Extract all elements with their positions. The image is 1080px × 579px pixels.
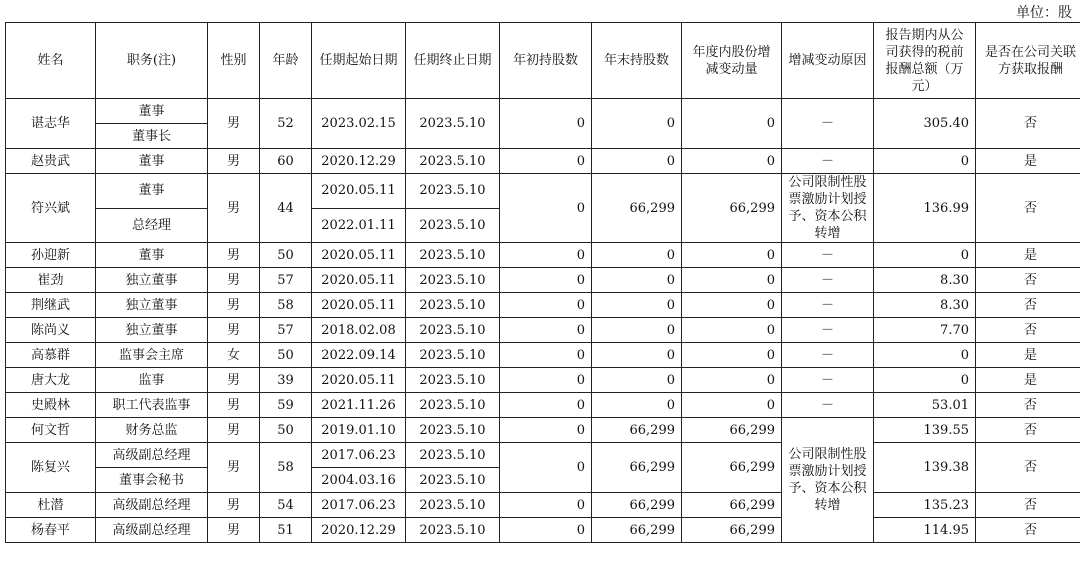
cell-pay: 135.23 xyxy=(874,493,976,518)
cell-pay: 7.70 xyxy=(874,318,976,343)
cell-term-start: 2020.05.11 xyxy=(312,174,406,209)
table-row xyxy=(6,418,1080,443)
cell-shares-change: 66,299 xyxy=(682,418,782,443)
table-row xyxy=(6,99,1080,124)
cell-related-pay: 否 xyxy=(976,318,1080,343)
cell-term-start: 2020.05.11 xyxy=(312,293,406,318)
cell-change-reason: － xyxy=(782,243,874,268)
table-row xyxy=(6,293,1080,318)
cell-pay: 136.99 xyxy=(874,174,976,243)
cell-gender: 男 xyxy=(208,493,260,518)
cell-shares-change: 66,299 xyxy=(682,518,782,543)
cell-term-end: 2023.5.10 xyxy=(406,99,500,149)
cell-name: 唐大龙 xyxy=(6,368,96,393)
cell-shares-end: 0 xyxy=(592,368,682,393)
cell-shares-change: 66,299 xyxy=(682,443,782,493)
cell-role: 独立董事 xyxy=(96,293,208,318)
cell-name: 荆继武 xyxy=(6,293,96,318)
cell-related-pay: 否 xyxy=(976,99,1080,149)
cell-gender: 男 xyxy=(208,368,260,393)
cell-pay: 0 xyxy=(874,368,976,393)
cell-pay: 305.40 xyxy=(874,99,976,149)
cell-related-pay: 否 xyxy=(976,268,1080,293)
cell-pay: 0 xyxy=(874,149,976,174)
cell-name: 赵贵武 xyxy=(6,149,96,174)
cell-shares-begin: 0 xyxy=(500,318,592,343)
executive-shareholding-table xyxy=(5,22,1080,543)
cell-shares-begin: 0 xyxy=(500,293,592,318)
cell-term-end: 2023.5.10 xyxy=(406,243,500,268)
cell-change-reason: － xyxy=(782,368,874,393)
cell-shares-begin: 0 xyxy=(500,393,592,418)
cell-gender: 男 xyxy=(208,99,260,149)
table-row xyxy=(6,318,1080,343)
cell-pay: 114.95 xyxy=(874,518,976,543)
table-row xyxy=(6,368,1080,393)
cell-change-reason: － xyxy=(782,393,874,418)
cell-term-start: 2021.11.26 xyxy=(312,393,406,418)
cell-role: 董事 xyxy=(96,149,208,174)
cell-role: 高级副总经理 xyxy=(96,443,208,468)
table-row xyxy=(6,393,1080,418)
cell-age: 39 xyxy=(260,368,312,393)
cell-shares-begin: 0 xyxy=(500,174,592,243)
cell-change-reason: － xyxy=(782,99,874,149)
cell-related-pay: 否 xyxy=(976,443,1080,493)
cell-change-reason: － xyxy=(782,318,874,343)
cell-name: 谌志华 xyxy=(6,99,96,149)
table-row xyxy=(6,243,1080,268)
cell-shares-end: 66,299 xyxy=(592,418,682,443)
cell-shares-end: 0 xyxy=(592,393,682,418)
cell-term-end: 2023.5.10 xyxy=(406,208,500,243)
cell-pay: 8.30 xyxy=(874,293,976,318)
table-row xyxy=(6,443,1080,468)
cell-term-start: 2022.01.11 xyxy=(312,208,406,243)
cell-shares-end: 0 xyxy=(592,268,682,293)
cell-age: 50 xyxy=(260,418,312,443)
cell-name: 陈复兴 xyxy=(6,443,96,493)
cell-age: 58 xyxy=(260,293,312,318)
cell-shares-end: 66,299 xyxy=(592,443,682,493)
unit-label: 单位：股 xyxy=(1016,5,1072,21)
cell-name: 何文哲 xyxy=(6,418,96,443)
cell-term-start: 2004.03.16 xyxy=(312,468,406,493)
cell-term-start: 2020.05.11 xyxy=(312,268,406,293)
cell-shares-change: 0 xyxy=(682,368,782,393)
cell-gender: 男 xyxy=(208,243,260,268)
cell-related-pay: 否 xyxy=(976,418,1080,443)
cell-gender: 男 xyxy=(208,318,260,343)
table-row xyxy=(6,493,1080,518)
cell-shares-begin: 0 xyxy=(500,268,592,293)
cell-age: 44 xyxy=(260,174,312,243)
cell-name: 符兴斌 xyxy=(6,174,96,243)
cell-pay: 0 xyxy=(874,243,976,268)
cell-related-pay: 否 xyxy=(976,293,1080,318)
cell-shares-change: 0 xyxy=(682,243,782,268)
cell-name: 崔劲 xyxy=(6,268,96,293)
header-pay: 报告期内从公司获得的税前报酬总额（万元） xyxy=(874,23,976,99)
cell-term-end: 2023.5.10 xyxy=(406,468,500,493)
cell-term-end: 2023.5.10 xyxy=(406,393,500,418)
cell-shares-change: 0 xyxy=(682,268,782,293)
cell-gender: 男 xyxy=(208,518,260,543)
cell-age: 50 xyxy=(260,343,312,368)
cell-shares-end: 0 xyxy=(592,99,682,149)
cell-role: 监事 xyxy=(96,368,208,393)
cell-term-start: 2020.05.11 xyxy=(312,368,406,393)
cell-shares-change: 0 xyxy=(682,99,782,149)
cell-name: 杜潜 xyxy=(6,493,96,518)
cell-role: 财务总监 xyxy=(96,418,208,443)
cell-term-end: 2023.5.10 xyxy=(406,493,500,518)
cell-role: 独立董事 xyxy=(96,268,208,293)
cell-related-pay: 否 xyxy=(976,518,1080,543)
header-related-pay: 是否在公司关联方获取报酬 xyxy=(976,23,1080,99)
header-term-start: 任期起始日期 xyxy=(312,23,406,99)
cell-role: 董事 xyxy=(96,174,208,209)
cell-age: 50 xyxy=(260,243,312,268)
cell-pay: 0 xyxy=(874,343,976,368)
cell-shares-change: 0 xyxy=(682,149,782,174)
cell-shares-change: 66,299 xyxy=(682,174,782,243)
cell-term-start: 2020.05.11 xyxy=(312,243,406,268)
cell-role: 董事长 xyxy=(96,124,208,149)
cell-term-start: 2020.12.29 xyxy=(312,149,406,174)
cell-age: 57 xyxy=(260,318,312,343)
cell-gender: 女 xyxy=(208,343,260,368)
header-shares-begin: 年初持股数 xyxy=(500,23,592,99)
cell-change-reason: － xyxy=(782,343,874,368)
cell-shares-end: 0 xyxy=(592,343,682,368)
cell-role: 高级副总经理 xyxy=(96,493,208,518)
cell-gender: 男 xyxy=(208,174,260,243)
cell-term-end: 2023.5.10 xyxy=(406,518,500,543)
header-term-end: 任期终止日期 xyxy=(406,23,500,99)
cell-gender: 男 xyxy=(208,293,260,318)
cell-shares-change: 0 xyxy=(682,393,782,418)
cell-gender: 男 xyxy=(208,393,260,418)
cell-shares-end: 0 xyxy=(592,149,682,174)
header-age: 年龄 xyxy=(260,23,312,99)
header-change-reason: 增减变动原因 xyxy=(782,23,874,99)
cell-shares-begin: 0 xyxy=(500,149,592,174)
cell-age: 54 xyxy=(260,493,312,518)
cell-related-pay: 是 xyxy=(976,149,1080,174)
cell-term-start: 2017.06.23 xyxy=(312,493,406,518)
cell-term-end: 2023.5.10 xyxy=(406,418,500,443)
cell-shares-end: 66,299 xyxy=(592,493,682,518)
cell-term-end: 2023.5.10 xyxy=(406,174,500,209)
cell-change-reason: － xyxy=(782,293,874,318)
cell-change-reason: 公司限制性股票激励计划授予、资本公积转增 xyxy=(782,418,874,543)
cell-change-reason: － xyxy=(782,268,874,293)
cell-role: 总经理 xyxy=(96,208,208,243)
cell-term-end: 2023.5.10 xyxy=(406,318,500,343)
cell-shares-change: 66,299 xyxy=(682,493,782,518)
cell-related-pay: 否 xyxy=(976,493,1080,518)
cell-term-end: 2023.5.10 xyxy=(406,293,500,318)
cell-age: 51 xyxy=(260,518,312,543)
cell-term-end: 2023.5.10 xyxy=(406,368,500,393)
cell-name: 史殿林 xyxy=(6,393,96,418)
cell-related-pay: 否 xyxy=(976,393,1080,418)
cell-shares-change: 0 xyxy=(682,293,782,318)
header-gender: 性别 xyxy=(208,23,260,99)
cell-name: 高慕群 xyxy=(6,343,96,368)
cell-pay: 8.30 xyxy=(874,268,976,293)
cell-term-end: 2023.5.10 xyxy=(406,149,500,174)
cell-change-reason: 公司限制性股票激励计划授予、资本公积转增 xyxy=(782,174,874,243)
cell-shares-change: 0 xyxy=(682,343,782,368)
cell-gender: 男 xyxy=(208,418,260,443)
cell-shares-end: 0 xyxy=(592,318,682,343)
table-row xyxy=(6,149,1080,174)
header-row xyxy=(6,23,1080,99)
cell-role: 独立董事 xyxy=(96,318,208,343)
cell-term-end: 2023.5.10 xyxy=(406,443,500,468)
cell-pay: 53.01 xyxy=(874,393,976,418)
cell-related-pay: 是 xyxy=(976,368,1080,393)
cell-gender: 男 xyxy=(208,268,260,293)
cell-shares-begin: 0 xyxy=(500,418,592,443)
header-name: 姓名 xyxy=(6,23,96,99)
cell-shares-begin: 0 xyxy=(500,443,592,493)
cell-role: 董事 xyxy=(96,243,208,268)
table-row xyxy=(6,174,1080,209)
cell-term-end: 2023.5.10 xyxy=(406,268,500,293)
cell-term-start: 2023.02.15 xyxy=(312,99,406,149)
cell-shares-begin: 0 xyxy=(500,243,592,268)
cell-shares-begin: 0 xyxy=(500,343,592,368)
header-shares-change: 年度内股份增减变动量 xyxy=(682,23,782,99)
cell-shares-begin: 0 xyxy=(500,493,592,518)
cell-shares-begin: 0 xyxy=(500,518,592,543)
header-role: 职务(注) xyxy=(96,23,208,99)
cell-role: 高级副总经理 xyxy=(96,518,208,543)
cell-pay: 139.55 xyxy=(874,418,976,443)
cell-shares-end: 0 xyxy=(592,243,682,268)
cell-change-reason: － xyxy=(782,149,874,174)
table-row xyxy=(6,343,1080,368)
cell-role: 职工代表监事 xyxy=(96,393,208,418)
cell-shares-end: 66,299 xyxy=(592,518,682,543)
cell-shares-end: 0 xyxy=(592,293,682,318)
cell-name: 杨春平 xyxy=(6,518,96,543)
cell-term-start: 2020.12.29 xyxy=(312,518,406,543)
cell-age: 59 xyxy=(260,393,312,418)
cell-related-pay: 是 xyxy=(976,243,1080,268)
cell-role: 董事会秘书 xyxy=(96,468,208,493)
cell-related-pay: 否 xyxy=(976,174,1080,243)
cell-term-end: 2023.5.10 xyxy=(406,343,500,368)
cell-age: 52 xyxy=(260,99,312,149)
cell-age: 60 xyxy=(260,149,312,174)
cell-role: 监事会主席 xyxy=(96,343,208,368)
table-row xyxy=(6,268,1080,293)
cell-age: 57 xyxy=(260,268,312,293)
cell-term-start: 2018.02.08 xyxy=(312,318,406,343)
cell-term-start: 2022.09.14 xyxy=(312,343,406,368)
cell-gender: 男 xyxy=(208,149,260,174)
cell-shares-begin: 0 xyxy=(500,99,592,149)
cell-term-start: 2019.01.10 xyxy=(312,418,406,443)
cell-shares-begin: 0 xyxy=(500,368,592,393)
cell-shares-end: 66,299 xyxy=(592,174,682,243)
cell-term-start: 2017.06.23 xyxy=(312,443,406,468)
table-row xyxy=(6,518,1080,543)
cell-name: 孙迎新 xyxy=(6,243,96,268)
header-shares-end: 年末持股数 xyxy=(592,23,682,99)
cell-name: 陈尚义 xyxy=(6,318,96,343)
cell-role: 董事 xyxy=(96,99,208,124)
cell-gender: 男 xyxy=(208,443,260,493)
cell-age: 58 xyxy=(260,443,312,493)
cell-pay: 139.38 xyxy=(874,443,976,493)
cell-shares-change: 0 xyxy=(682,318,782,343)
cell-related-pay: 是 xyxy=(976,343,1080,368)
